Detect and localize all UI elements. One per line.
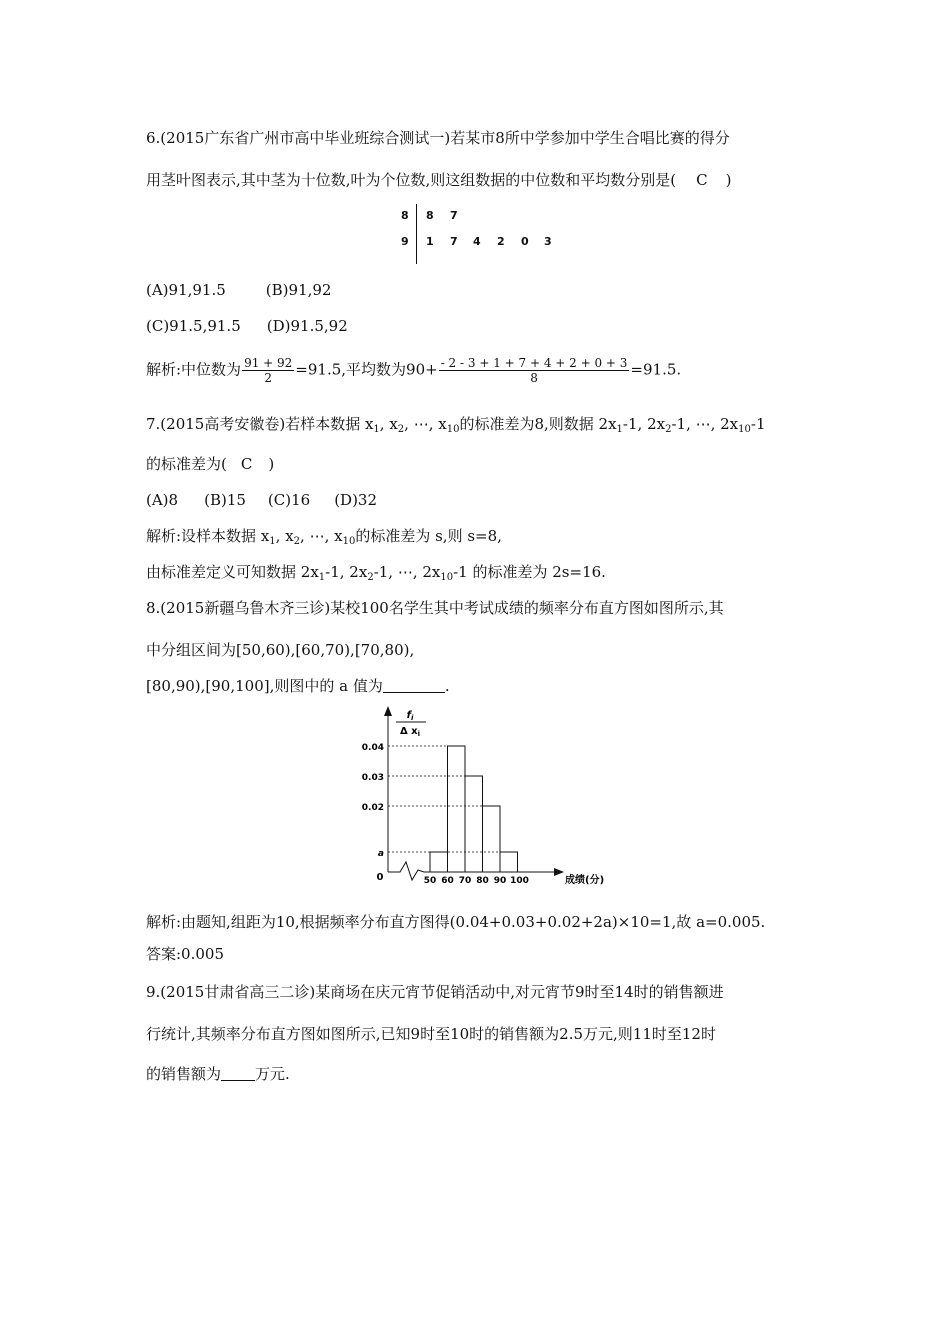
q8-solution: 解析:由题知,组距为10,根据频率分布直方图得(0.04+0.03+0.02+2a)×10=1,故 a=0.005. <box>146 913 766 931</box>
subscript: 1 <box>318 572 326 583</box>
q7-text: 7.(2015高考安徽卷)若样本数据 x <box>146 415 374 433</box>
fraction-numerator: 91 + 92 <box>244 356 293 370</box>
q7-option-a: (A)8 <box>146 491 179 509</box>
leaf: 1 <box>426 235 434 248</box>
y-tick-label: 0.03 <box>361 773 384 783</box>
q7-text: , x <box>379 415 398 433</box>
q8-stem-line2: 中分组区间为[50,60),[60,70),[70,80), <box>146 641 415 659</box>
q6-option-c: (C)91.5,91.5 <box>146 317 241 335</box>
q6-option-a: (A)91,91.5 <box>146 281 226 299</box>
q7-text: 解析:设样本数据 x <box>146 527 270 545</box>
y-label-num: $f_i$ <box>406 710 414 722</box>
histogram-bar <box>430 852 448 872</box>
fraction-denominator: 8 <box>530 371 538 385</box>
q6-option-d: (D)91.5,92 <box>266 317 348 335</box>
y-tick-label: 0.04 <box>361 743 384 753</box>
subscript: 1 <box>373 424 380 435</box>
subscript: 2 <box>397 424 405 435</box>
answer-blank <box>221 1065 255 1081</box>
q7-answer: C <box>240 455 253 473</box>
q6-solution <box>146 356 681 385</box>
q7-text: 的标准差为( <box>146 455 227 473</box>
fraction-denominator: 2 <box>264 371 272 385</box>
median-fraction <box>242 356 294 385</box>
x-tick-label: 90 <box>493 876 507 886</box>
q7-text: -1, 2x <box>622 415 666 433</box>
x-tick-label: 50 <box>423 876 437 886</box>
leaf: 7 <box>450 235 458 248</box>
y-label-den: Δ $x_i$ <box>399 726 421 738</box>
origin-label: 0 <box>376 872 384 883</box>
q6-option-b: (B)91,92 <box>265 281 332 299</box>
subscript: 10 <box>440 572 454 583</box>
q7-text: 的标准差为 s,则 s=8, <box>355 527 502 545</box>
subscript: 10 <box>738 424 751 435</box>
subscript: 10 <box>446 424 460 435</box>
q7-solution-line2 <box>146 562 606 588</box>
leaf: 7 <box>450 209 458 222</box>
q7-text: -1 <box>750 415 766 433</box>
subscript: 2 <box>293 536 301 547</box>
subscript: 1 <box>616 424 623 435</box>
q7-paren-close: ) <box>268 455 275 473</box>
q7-option-d: (D)32 <box>334 491 378 509</box>
q7-text: , ⋯, x <box>300 527 343 545</box>
q9-stem-line1: 9.(2015甘肃省高三二诊)某商场在庆元宵节促销活动中,对元宵节9时至14时的销售额进 <box>146 983 724 1001</box>
q7-text: -1, ⋯, 2x <box>671 415 739 433</box>
q6-paren-close: ) <box>725 171 732 189</box>
subscript: 2 <box>665 424 672 435</box>
frequency-histogram <box>360 700 605 890</box>
q6-stem-line2 <box>146 170 732 190</box>
q6-stem-text: 用茎叶图表示,其中茎为十位数,叶为个位数,则这组数据的中位数和平均数分别是( <box>146 171 677 189</box>
answer-blank <box>383 677 445 693</box>
mean-fraction <box>439 356 630 385</box>
q8-stem-line1: 8.(2015新疆乌鲁木齐三诊)某校100名学生其中考试成绩的频率分布直方图如图所示,其 <box>146 599 724 617</box>
x-tick-label: 60 <box>441 876 454 886</box>
leaf: 0 <box>521 235 529 248</box>
leaf: 2 <box>497 235 505 248</box>
q6-sol-text: =91.5,平均数为90+ <box>295 360 438 379</box>
histogram-bar <box>448 746 466 872</box>
histogram-bar <box>465 776 483 872</box>
q8-text: . <box>444 677 450 695</box>
stem-9: 9 <box>401 235 409 248</box>
leaf: 8 <box>426 209 434 222</box>
q6-sol-text: =91.5. <box>630 360 682 379</box>
histogram-bar <box>483 806 501 872</box>
y-axis-arrow <box>384 706 392 716</box>
y-tick-label: 0.02 <box>361 803 384 813</box>
q6-stem-line1: 6.(2015广东省广州市高中毕业班综合测试一)若某市8所中学参加中学生合唱比赛的得分 <box>146 129 730 147</box>
subscript: 2 <box>367 572 374 583</box>
q7-stem-line2 <box>146 454 274 474</box>
q7-solution-line1 <box>146 526 502 552</box>
q9-stem-line3 <box>146 1064 290 1084</box>
q7-text: 的标准差为8,则数据 2x <box>459 415 617 433</box>
leaf: 3 <box>544 235 552 248</box>
q7-stem-line1 <box>146 414 766 440</box>
q6-sol-text: 解析:中位数为 <box>146 360 242 379</box>
q6-options-row1 <box>146 280 331 300</box>
q7-option-c: (C)16 <box>267 491 311 509</box>
q7-text: -1, ⋯, 2x <box>373 563 441 581</box>
q8-answer: 答案:0.005 <box>146 945 224 963</box>
x-tick-label: 70 <box>458 876 472 886</box>
x-tick-label: 80 <box>476 876 489 886</box>
subscript: 1 <box>269 536 276 547</box>
q7-text: , ⋯, x <box>404 415 447 433</box>
q9-text: 万元. <box>255 1065 290 1083</box>
q8-stem-line3 <box>146 676 450 696</box>
x-axis-arrow <box>554 868 564 876</box>
q7-text: 由标准差定义可知数据 2x <box>146 563 319 581</box>
leaf: 4 <box>473 235 481 248</box>
x-axis-title: 成绩(分) <box>565 875 605 886</box>
q8-text: [80,90),[90,100],则图中的 a 值为 <box>146 677 383 695</box>
q7-options <box>146 490 377 510</box>
q9-stem-line2: 行统计,其频率分布直方图如图所示,已知9时至10时的销售额为2.5万元,则11时至12时 <box>146 1025 716 1043</box>
q7-option-b: (B)15 <box>204 491 246 509</box>
q6-options-row2 <box>146 316 348 336</box>
stem-divider <box>416 204 417 264</box>
subscript: 10 <box>342 536 356 547</box>
histogram-bar <box>500 852 518 872</box>
q7-text: -1, 2x <box>325 563 368 581</box>
q7-text: , x <box>275 527 294 545</box>
fraction-numerator: - 2 - 3 + 1 + 7 + 4 + 2 + 0 + 3 <box>440 356 628 370</box>
q9-text: 的销售额为 <box>146 1065 222 1083</box>
q6-answer: C <box>696 171 708 189</box>
x-tick-label: 100 <box>510 876 529 886</box>
y-tick-label: a <box>377 849 384 859</box>
q7-text: -1 的标准差为 2s=16. <box>453 563 606 581</box>
stem-8: 8 <box>401 209 409 222</box>
